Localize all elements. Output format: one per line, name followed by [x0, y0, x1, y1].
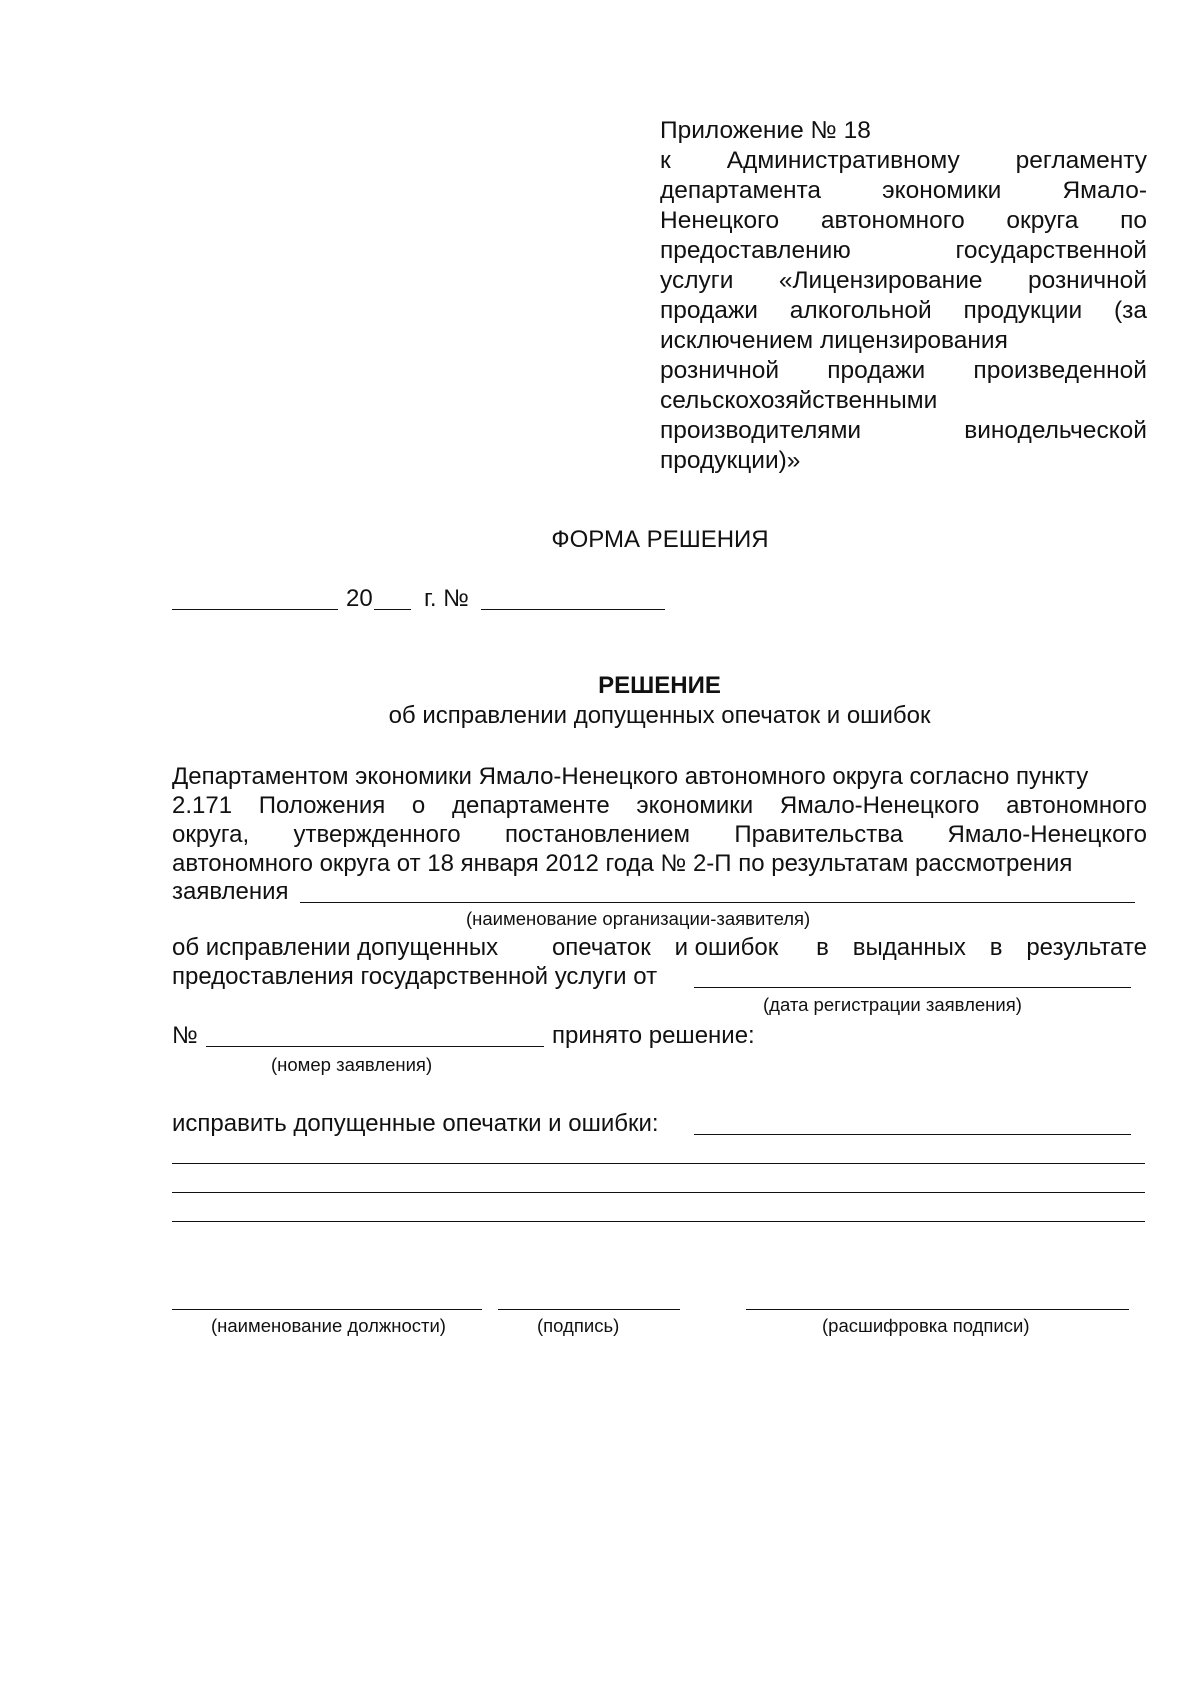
fix-label: исправить допущенные опечатки и ошибки:: [172, 1110, 659, 1137]
appendix-line: департамента экономики Ямало-: [660, 177, 1147, 204]
position-blank[interactable]: [172, 1309, 482, 1310]
service-label: предоставления государственной услуги от: [172, 963, 658, 990]
fix-blank-3[interactable]: [172, 1192, 1145, 1193]
appendix-line: продукции)»: [660, 447, 801, 474]
body-line: округа, утвержденного постановлением Правительства Ямало-Ненецкого: [172, 821, 1147, 848]
appendix-line: сельскохозяйственными: [660, 387, 938, 414]
application-number-blank[interactable]: [206, 1046, 544, 1047]
appendix-line: Ненецкого автономного округа по: [660, 207, 1147, 234]
appendix-line: исключением лицензирования: [660, 327, 1008, 354]
correction-word: опечаток: [551, 934, 651, 961]
correction-word: в: [989, 934, 1003, 961]
decision-title: РЕШЕНИЕ: [598, 672, 721, 699]
number-sign: №: [172, 1022, 198, 1049]
body-line: Департаментом экономики Ямало-Ненецкого автономного округа согласно пункту: [172, 763, 1089, 790]
fix-blank-1[interactable]: [694, 1134, 1131, 1135]
correction-word: и ошибок: [674, 934, 779, 961]
body-line: автономного округа от 18 января 2012 года № 2-П по результатам рассмотрения: [172, 850, 1073, 877]
position-caption: (наименование должности): [211, 1315, 446, 1336]
appendix-line: к Административному регламенту: [660, 147, 1147, 174]
registration-date-blank[interactable]: [694, 987, 1131, 988]
fix-blank-4[interactable]: [172, 1221, 1145, 1222]
correction-word: результате: [1026, 934, 1147, 961]
signature-decode-caption: (расшифровка подписи): [822, 1315, 1030, 1336]
organization-name-blank[interactable]: [300, 902, 1135, 903]
organization-caption: (наименование организации-заявителя): [466, 908, 811, 929]
correction-word: выданных: [852, 934, 966, 961]
correction-word: в: [816, 934, 829, 961]
registration-date-caption: (дата регистрации заявления): [763, 994, 1022, 1015]
year-blank[interactable]: [374, 609, 411, 610]
year-suffix: г. №: [424, 585, 469, 612]
body-line: 2.171 Положения о департаменте экономики Ямало-Ненецкого автономного: [172, 792, 1147, 819]
decision-made-label: принято решение:: [552, 1022, 755, 1049]
signature-decode-blank[interactable]: [746, 1309, 1129, 1310]
signature-caption: (подпись): [537, 1315, 620, 1336]
decision-number-blank[interactable]: [481, 609, 665, 610]
appendix-line: предоставлению государственной: [660, 237, 1147, 264]
application-number-caption: (номер заявления): [271, 1054, 433, 1075]
decision-subtitle: об исправлении допущенных опечаток и ошибок: [388, 702, 931, 729]
correction-line: [172, 934, 1147, 962]
signature-blank[interactable]: [498, 1309, 680, 1310]
body-paragraph: [172, 762, 1147, 878]
form-title: ФОРМА РЕШЕНИЯ: [551, 526, 769, 553]
year-prefix: 20: [346, 585, 373, 612]
fix-blank-2[interactable]: [172, 1163, 1145, 1164]
date-blank[interactable]: [172, 609, 338, 610]
appendix-block: [660, 116, 1147, 476]
appendix-line: розничной продажи произведенной: [660, 357, 1147, 384]
application-label: заявления: [172, 878, 289, 905]
correction-word: об исправлении допущенных: [172, 934, 499, 961]
appendix-line: производителями винодельческой: [660, 417, 1147, 444]
appendix-line: продажи алкогольной продукции (за: [660, 297, 1147, 324]
appendix-line: Приложение № 18: [660, 117, 871, 144]
appendix-line: услуги «Лицензирование розничной: [660, 267, 1147, 294]
